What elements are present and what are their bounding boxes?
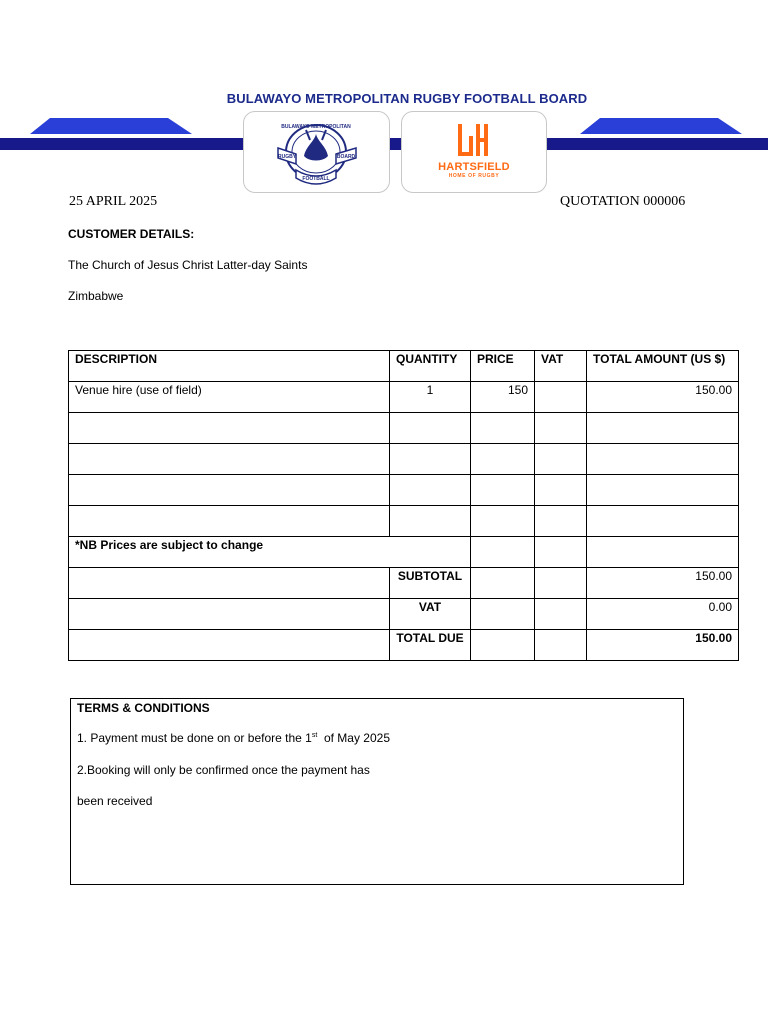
hartsfield-logo — [401, 111, 547, 193]
table-row-empty — [69, 506, 739, 537]
quotation-number: QUOTATION 000006 — [560, 194, 686, 209]
vat-row — [69, 599, 739, 630]
hartsfield-name: HARTSFIELD — [438, 161, 510, 173]
note-row — [69, 537, 739, 568]
vat-label: VAT — [390, 599, 471, 630]
hartsfield-goalpost-icon — [456, 122, 490, 158]
banner-ribbon-left — [30, 118, 192, 140]
table-row — [69, 382, 739, 413]
logo-top-text: BULAWAYO METROPOLITAN — [281, 124, 351, 130]
terms-heading: TERMS & CONDITIONS — [77, 701, 210, 715]
terms-box — [70, 698, 684, 885]
col-header-price: PRICE — [471, 351, 535, 382]
logo-left-text: RUGBY — [277, 154, 297, 160]
hartsfield-tagline: HOME OF RUGBY — [448, 173, 500, 179]
row-quantity: 1 — [390, 382, 471, 413]
subtotal-value: 150.00 — [587, 568, 739, 599]
col-header-description: DESCRIPTION — [69, 351, 390, 382]
table-row-empty — [69, 475, 739, 506]
customer-heading: CUSTOMER DETAILS: — [68, 227, 195, 241]
col-header-vat: VAT — [535, 351, 587, 382]
col-header-quantity: QUANTITY — [390, 351, 471, 382]
table-header-row — [69, 351, 739, 382]
total-row — [69, 630, 739, 661]
price-note: *NB Prices are subject to change — [69, 537, 471, 568]
subtotal-row — [69, 568, 739, 599]
banner-ribbon-right — [580, 118, 742, 140]
row-price: 150 — [471, 382, 535, 413]
subtotal-label: SUBTOTAL — [390, 568, 471, 599]
terms-item-1: 1. Payment must be done on or before the 1st of May 2025 — [77, 731, 390, 745]
row-vat — [535, 382, 587, 413]
logo-right-text: BOARD — [336, 154, 356, 160]
terms-item-2: 2.Booking will only be confirmed once the payment has — [77, 763, 370, 777]
row-total: 150.00 — [587, 382, 739, 413]
vat-value: 0.00 — [587, 599, 739, 630]
table-row-empty — [69, 444, 739, 475]
col-header-total: TOTAL AMOUNT (US $) — [587, 351, 739, 382]
terms-item-2-cont: been received — [77, 794, 153, 808]
row-description: Venue hire (use of field) — [69, 382, 390, 413]
quotation-table — [68, 350, 739, 661]
bmrfb-logo — [243, 111, 390, 193]
total-label: TOTAL DUE — [390, 630, 471, 661]
logo-bottom-text: FOOTBALL — [302, 176, 330, 182]
total-value: 150.00 — [587, 630, 739, 661]
customer-name: The Church of Jesus Christ Latter-day Saints — [68, 258, 308, 272]
customer-country: Zimbabwe — [68, 289, 124, 303]
bmrfb-crest-icon — [244, 112, 389, 192]
table-row-empty — [69, 413, 739, 444]
quotation-date: 25 APRIL 2025 — [69, 194, 158, 209]
org-title: BULAWAYO METROPOLITAN RUGBY FOOTBALL BOARD — [226, 91, 588, 106]
